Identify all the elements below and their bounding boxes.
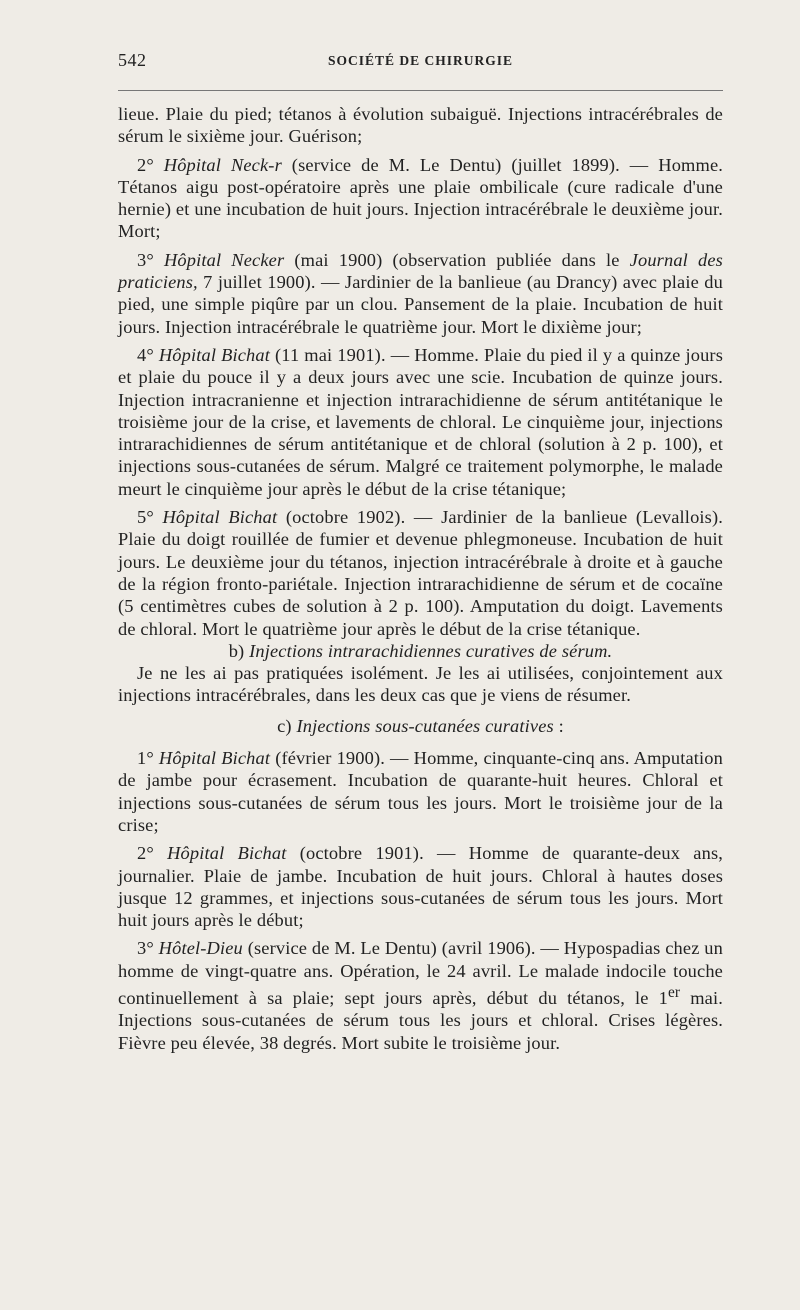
hospital-name: Hôpital Bichat	[167, 843, 287, 864]
section-suffix: :	[553, 715, 564, 736]
hospital-name: Hôpital Bichat	[158, 344, 271, 365]
section-title: Injections intrarachidiennes curatives de sérum.	[249, 640, 613, 661]
case-number: 3°	[137, 249, 154, 270]
paragraph: Je ne les ai pas pratiquées isolément. Je les ai utilisées, conjointement aux injections intracérébrales, dans les deux cas que je viens de résumer.	[118, 663, 723, 706]
journal-title: Journal des praticiens,	[118, 249, 723, 293]
section-letter: b)	[228, 640, 245, 661]
case-text: 7 juillet 1900). — Jardinier de la banlieue (au Drancy) avec plaie du pied, une simple piqûre par un clou. Pansement de la plaie. Incubation de huit jours. Injection intracérébrale le quatrième jour. Mort le dixième jour;	[118, 272, 723, 337]
hospital-name: Hôpital Bichat	[158, 748, 271, 769]
running-title: SOCIÉTÉ DE CHIRURGIE	[327, 53, 514, 68]
section-heading	[118, 640, 723, 662]
case-text: (février 1900). — Homme, cinquante-cinq ans. Amputation de jambe pour écrasement. Incubation de quarante-huit heures. Chloral et injections sous-cutanées de sérum tous les jours. Mort le troisième jour de la crise;	[118, 748, 723, 835]
body-text	[118, 103, 723, 1054]
case-text: (service de M. Le Dentu) (juillet 1899). — Homme. Tétanos aigu post-opératoire après une plaie ombilicale (cure radicale d'une hernie) et une incubation de huit jours. Injection intracérébrale le deuxième jour. Mort;	[118, 154, 724, 242]
header-rule	[118, 90, 723, 91]
paragraph	[118, 344, 723, 500]
case-number: 1°	[137, 748, 154, 769]
case-number: 2°	[137, 843, 154, 864]
hospital-name: Hôpital Neck-r	[163, 154, 282, 175]
page-header	[118, 50, 723, 76]
hospital-name: Hôpital Bichat	[162, 507, 278, 528]
hospital-name: Hôtel-Dieu	[158, 938, 243, 959]
case-text: (11 mai 1901). — Homme. Plaie du pied il y a quinze jours et plaie du pouce il y a deux jours avec une scie. Incubation de quinze jours. Injection intracranienne et injection intrarachidienne de sérum antitétanique le troisième jour de la crise, et lavements de chloral. Le cinquième jour, injections intrarachidiennes de sérum antitétanique et de chloral (solution à 2 p. 100), et injections sous-cutanées de sérum. Malgré ce traitement polymorphe, le malade meurt le cinquième jour après le début de la crise tétanique;	[118, 344, 724, 499]
case-number: 5°	[137, 507, 154, 528]
case-number: 2°	[137, 154, 154, 175]
page-number: 542	[118, 50, 147, 70]
case-text: (service de M. Le Dentu) (avril 1906). — Hypospadias chez un homme de vingt-quatre ans. Opération, le 24 avril. Le malade indocile touche continuellement à sa plaie; sept jours après, début du tétanos, le 1	[118, 938, 724, 1009]
paragraph	[118, 249, 723, 338]
section-letter: c)	[277, 715, 292, 736]
paragraph	[118, 154, 723, 243]
paragraph	[118, 937, 723, 1054]
case-number: 4°	[137, 344, 154, 365]
hospital-name: Hôpital Necker	[163, 249, 285, 270]
paragraph: lieue. Plaie du pied; tétanos à évolution subaiguë. Injections intracérébrales de sérum le sixième jour. Guérison;	[118, 104, 723, 147]
section-heading	[118, 715, 723, 737]
paragraph	[118, 747, 723, 836]
case-text: mai. Injections sous-cutanées de sérum tous les jours et chloral. Crises légères. Fièvre peu élevée, 38 degrés. Mort subite le troisième jour.	[118, 988, 723, 1053]
case-number: 3°	[137, 938, 154, 959]
case-text: (octobre 1902). — Jardinier de la banlieue (Levallois). Plaie du doigt rouillée de fumier et devenue phlegmoneuse. Incubation de huit jours. Le deuxième jour du tétanos, injection intracérébrale à droite et à gauche de la région fronto-pariétale. Injection intrarachidienne de sérum et de cocaïne (5 centimètres cubes de solution à 2 p. 100). Amputation du doigt. Lavements de chloral. Mort le quatrième jour après le début de la crise tétanique.	[118, 507, 723, 639]
superscript: er	[667, 983, 681, 1001]
case-text: (mai 1900) (observation publiée dans le	[284, 249, 630, 270]
section-title: Injections sous-cutanées curatives	[296, 715, 554, 736]
paragraph	[118, 842, 723, 931]
case-text: (octobre 1901). — Homme de quarante-deux ans, journalier. Plaie de jambe. Incubation de huit jours. Chloral à hautes doses jusque 12 grammes, et injections sous-cutanées de sérum tous les jours. Mort huit jours après le début;	[118, 843, 723, 931]
paragraph	[118, 506, 723, 640]
